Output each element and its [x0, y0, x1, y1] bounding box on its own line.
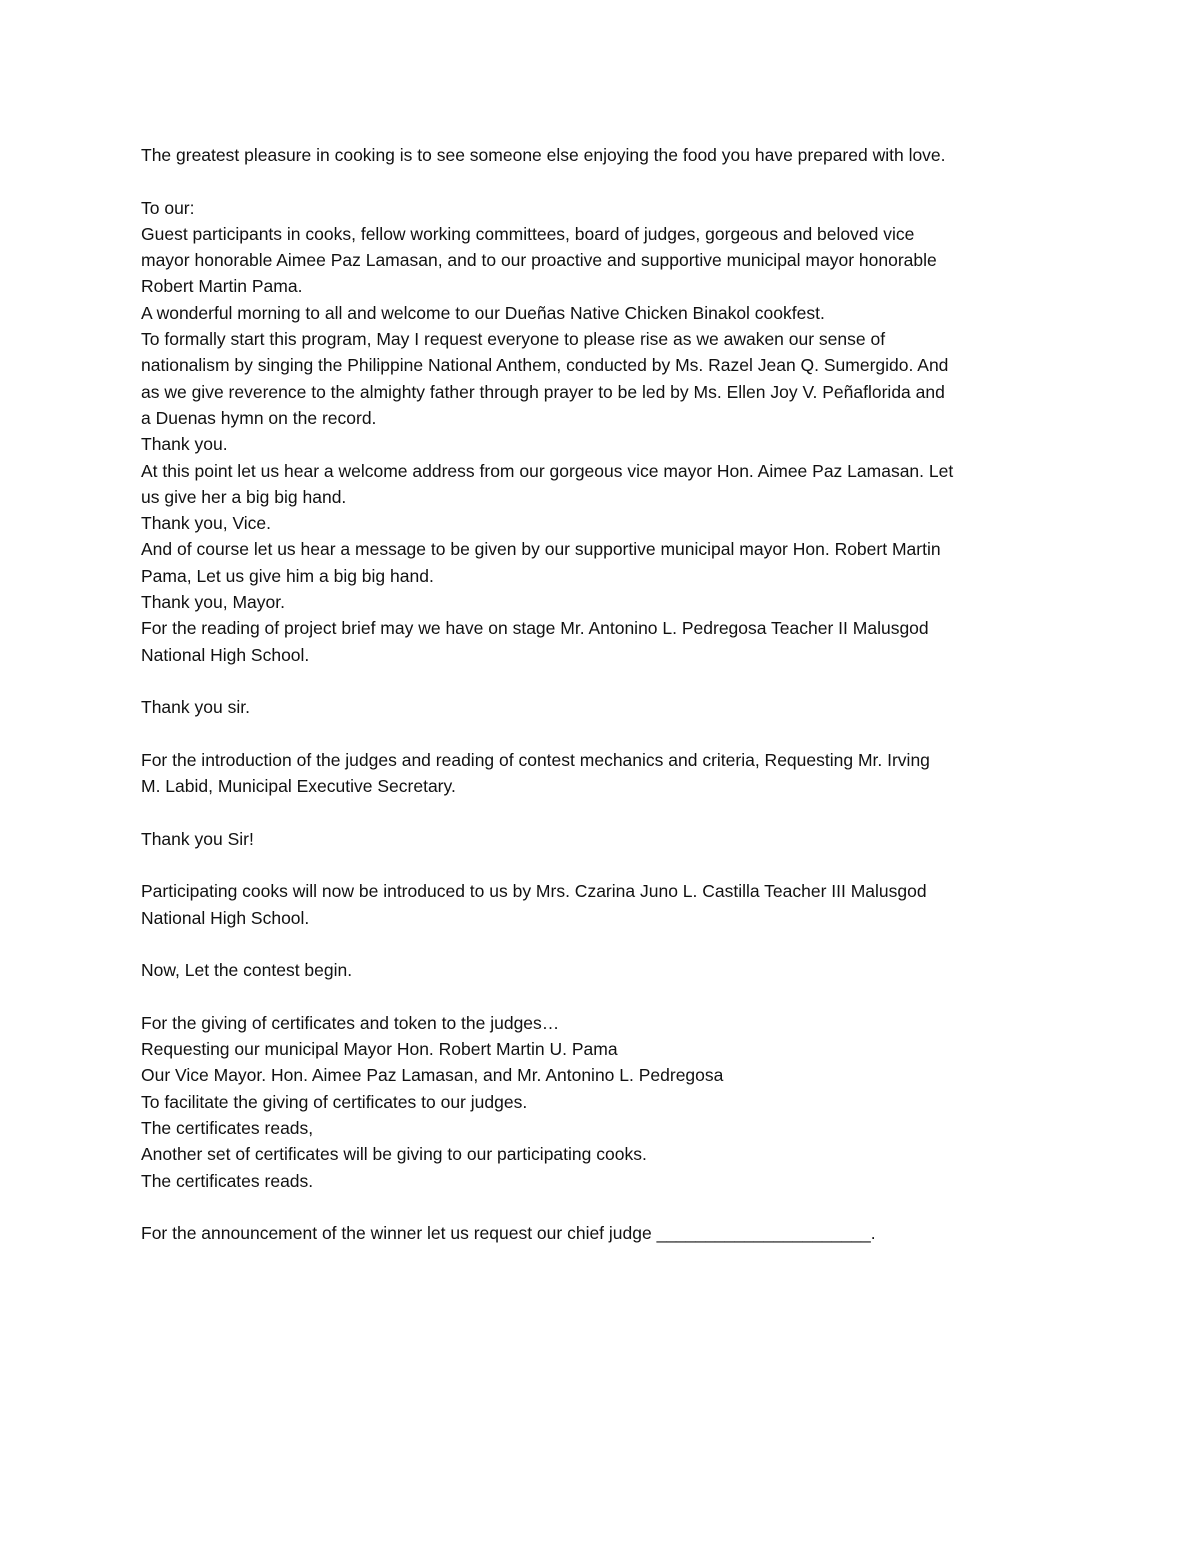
text-line: National High School.	[141, 907, 310, 928]
text-line: Thank you.	[141, 434, 228, 455]
text-line: Thank you sir.	[141, 697, 250, 718]
text-line: Robert Martin Pama.	[141, 276, 303, 297]
document-page	[141, 142, 1061, 1246]
text-line: mayor honorable Aimee Paz Lamasan, and to our proactive and supportive municipal mayor honorable	[141, 250, 937, 271]
text-line: For the giving of certificates and token to the judges…	[141, 1012, 560, 1033]
blank-line	[141, 799, 1061, 825]
blank-line	[141, 1194, 1061, 1220]
text-line: a Duenas hymn on the record.	[141, 407, 377, 428]
text-line: To our:	[141, 197, 195, 218]
text-line: The greatest pleasure in cooking is to see someone else enjoying the food you have prepared with love.	[141, 145, 946, 165]
blank-line	[141, 168, 1061, 194]
blank-line	[141, 668, 1061, 694]
blank-line	[141, 984, 1061, 1010]
text-line: The certificates reads,	[141, 1117, 314, 1138]
text-line: National High School.	[141, 644, 310, 665]
text-line: To facilitate the giving of certificates to our judges.	[141, 1091, 528, 1112]
blank-line	[141, 721, 1061, 747]
text-line: Thank you, Mayor.	[141, 592, 285, 613]
text-line: as we give reverence to the almighty father through prayer to be led by Ms. Ellen Joy V. Peñaflorida and	[141, 381, 945, 402]
text-line: A wonderful morning to all and welcome to our Dueñas Native Chicken Binakol cookfest.	[141, 302, 825, 323]
text-line: To formally start this program, May I request everyone to please rise as we awaken our sense of	[141, 329, 886, 350]
text-line: nationalism by singing the Philippine National Anthem, conducted by Ms. Razel Jean Q. Sumergido. And	[141, 355, 949, 376]
text-line: M. Labid, Municipal Executive Secretary.	[141, 776, 456, 797]
text-line: Thank you Sir!	[141, 828, 254, 849]
text-line: us give her a big big hand.	[141, 486, 347, 507]
text-line: Requesting our municipal Mayor Hon. Robert Martin U. Pama	[141, 1039, 618, 1060]
text-line: Our Vice Mayor. Hon. Aimee Paz Lamasan, and Mr. Antonino L. Pedregosa	[141, 1065, 724, 1086]
text-line: Participating cooks will now be introduced to us by Mrs. Czarina Juno L. Castilla Teacher III Malusgod	[141, 881, 927, 902]
text-line: For the announcement of the winner let us request our chief judge ______________________.	[141, 1223, 876, 1244]
text-line: Thank you, Vice.	[141, 513, 272, 534]
text-line: Pama, Let us give him a big big hand.	[141, 565, 434, 586]
text-line: The certificates reads.	[141, 1170, 314, 1191]
blank-line	[141, 852, 1061, 878]
text-line: And of course let us hear a message to be given by our supportive municipal mayor Hon. Robert Martin	[141, 539, 941, 560]
text-line: For the introduction of the judges and reading of contest mechanics and criteria, Requesting Mr. Irving	[141, 749, 930, 770]
blank-line	[141, 931, 1061, 957]
text-line: Now, Let the contest begin.	[141, 960, 353, 981]
text-line: At this point let us hear a welcome address from our gorgeous vice mayor Hon. Aimee Paz Lamasan. Let	[141, 460, 954, 481]
text-line: Another set of certificates will be giving to our participating cooks.	[141, 1144, 647, 1165]
text-line: Guest participants in cooks, fellow working committees, board of judges, gorgeous and beloved vice	[141, 223, 915, 244]
text-line: For the reading of project brief may we have on stage Mr. Antonino L. Pedregosa Teacher II Malusgod	[141, 618, 929, 639]
